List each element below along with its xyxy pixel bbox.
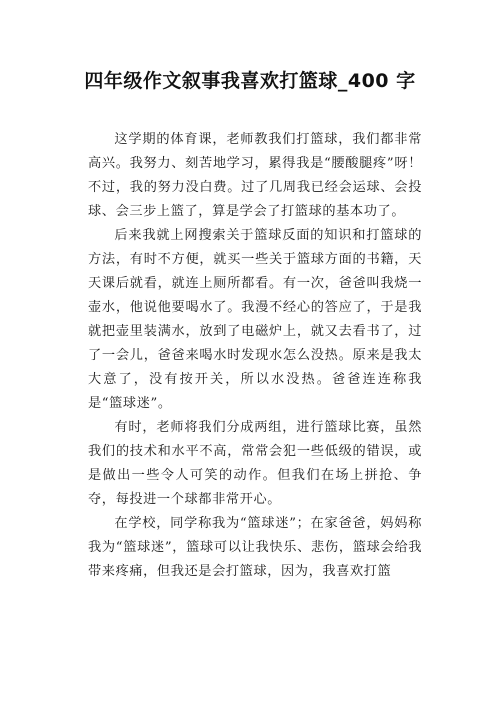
paragraph: 有时，老师将我们分成两组，进行篮球比赛，虽然我们的技术和水平不高，常常会犯一些低级的错误，或是做出一些令人可笑的动作。但我们在场上拼抢、争夺，每投进一个球都非常开心。 (88, 420, 422, 507)
paragraph: 在学校，同学称我为“篮球迷”；在家爸爸，妈妈称我为“篮球迷”，篮球可以让我快乐、悲伤，篮球会给我带来疼痛，但我还是会打篮球，因为，我喜欢打篮 (88, 516, 422, 579)
paragraph: 后来我就上网搜索关于篮球反面的知识和打篮球的方法，有时不方便，就买一些关于篮球方面的书籍，天天课后就看，就连上厕所都看。有一次，爸爸叫我烧一壶水，他说他要喝水了。我漫不经心的答应了，于是我就把壶里装满水，放到了电磁炉上，就又去看书了，过了一会儿，爸爸来喝水时发现水怎么没热。原来是我太大意了，没有按开关，所以水没热。爸爸连连称我是“篮球迷”。 (88, 228, 422, 411)
document-title: 四年级作文叙事我喜欢打篮球_400 字 (84, 70, 416, 92)
paragraph: 这学期的体育课，老师教我们打篮球，我们都非常高兴。我努力、刻苦地学习，累得我是“腰酸腿疼”呀！不过，我的努力没白费。过了几周我已经会运球、会投球、会三步上篮了，算是学会了打篮球的基本功了。 (88, 132, 422, 219)
document-body (88, 128, 422, 584)
